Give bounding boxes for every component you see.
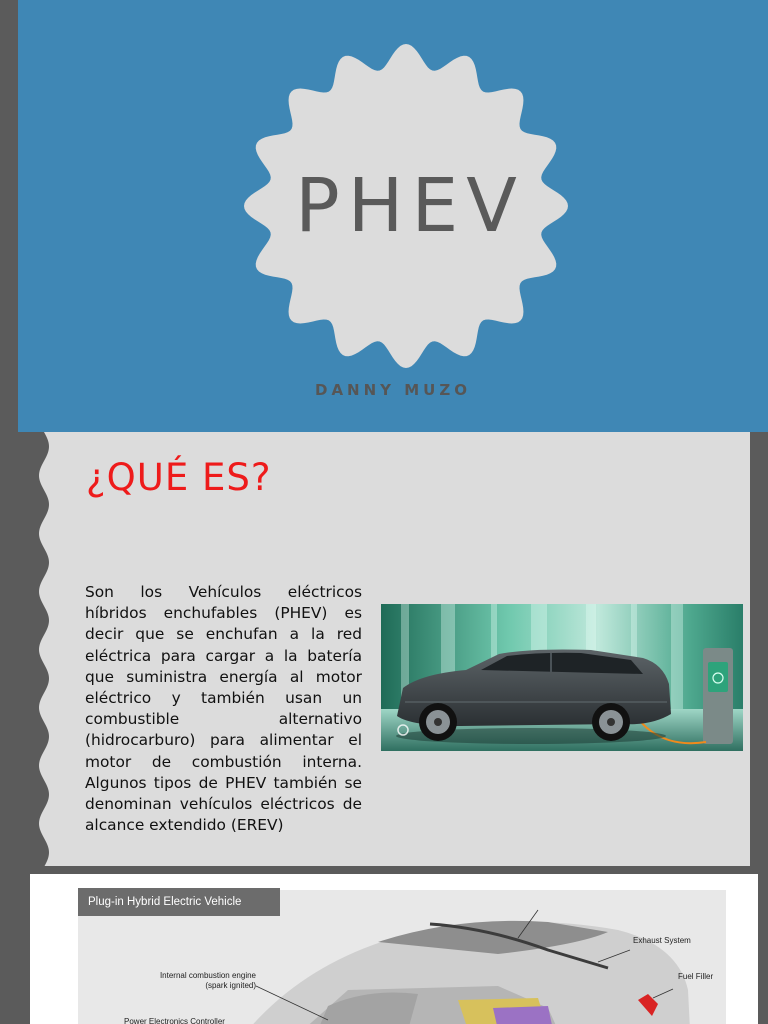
engine-callout-line1: Internal combustion engine (159, 971, 256, 980)
exhaust-system-callout: Exhaust System (633, 936, 691, 945)
title-slide (18, 0, 768, 432)
engine-callout-line2: (spark ignited) (205, 981, 256, 990)
diagram-card (30, 874, 758, 1024)
power-electronics-callout: Power Electronics Controller (124, 1017, 225, 1024)
engine-callout (146, 971, 256, 991)
suv-charging-photo (381, 604, 743, 751)
definition-paragraph: Son los Vehículos eléctricos híbridos enchufables (PHEV) es decir que se enchufan a la red eléctrica para cargar a la batería que suministra energía al motor eléctrico y también usan un combustible alternativo (hidrocarburo) para alimentar el motor de combustión interna. Algunos tipos de PHEV también se denominan vehículos eléctricos de alcance extendido (EREV) (85, 583, 362, 835)
author-name: DANNY MUZO (315, 381, 471, 399)
fuel-filler-callout: Fuel Filler (678, 972, 714, 981)
diagram-slide (0, 866, 768, 1024)
diagram-title: Plug-in Hybrid Electric Vehicle (78, 888, 280, 916)
definition-slide (0, 432, 768, 866)
slide-title: PHEV (295, 163, 525, 249)
section-heading: ¿QUÉ ES? (86, 456, 272, 499)
